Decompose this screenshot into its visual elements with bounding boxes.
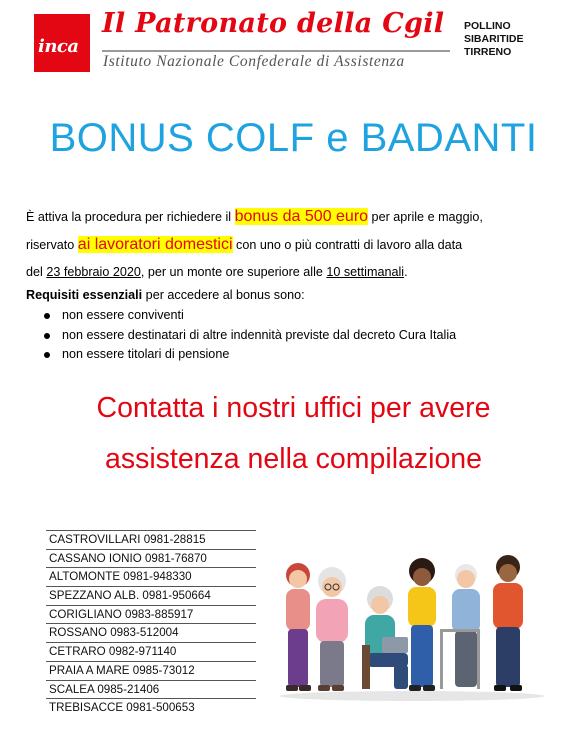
office-row: CASSANO IONIO 0981-76870 — [46, 549, 256, 568]
office-row: SPEZZANO ALB. 0981-950664 — [46, 586, 256, 605]
underlined-date: 23 febbraio 2020 — [46, 265, 141, 279]
text: con uno o più contratti di lavoro alla data — [232, 238, 463, 252]
text: . — [404, 265, 408, 279]
intro-line-2 — [26, 231, 566, 259]
text: riservato — [26, 238, 78, 252]
region-line: POLLINO — [464, 20, 511, 32]
office-row: SCALEA 0985-21406 — [46, 680, 256, 699]
cta-line-1: Contatta i nostri uffici per avere — [96, 392, 491, 424]
caregivers-illustration — [272, 545, 547, 703]
office-row: PRAIA A MARE 0985-73012 — [46, 661, 256, 680]
region-line: SIBARITIDE — [464, 33, 524, 45]
intro-line-3 — [26, 259, 566, 286]
text: per aprile e maggio, — [368, 210, 483, 224]
header-divider — [102, 50, 450, 52]
requirements-bold: Requisiti essenziali — [26, 288, 143, 302]
requirements-list — [26, 306, 456, 365]
org-name: Il Patronato della Cgil — [102, 8, 445, 39]
text: , per un monte ore superiore alle — [140, 265, 327, 279]
caregiver-woman-figure — [286, 563, 311, 691]
seated-elderly-woman-figure — [362, 586, 408, 689]
office-row: TREBISACCE 0981-500653 — [46, 698, 256, 717]
highlight-bonus: bonus da 500 euro — [234, 208, 369, 225]
intro-paragraph — [26, 203, 566, 286]
offices-table — [46, 530, 256, 717]
region-line: TIRRENO — [464, 46, 512, 58]
requirements-lead — [26, 288, 305, 302]
office-row: CETRARO 0982-971140 — [46, 642, 256, 661]
office-row: CORIGLIANO 0983-885917 — [46, 605, 256, 624]
elderly-woman-figure — [316, 567, 348, 691]
inca-logo — [34, 14, 90, 72]
elderly-man-walker-figure — [440, 564, 480, 689]
region-label — [464, 20, 524, 59]
caregiver-yellow-figure — [408, 558, 436, 691]
logo-text: inca — [38, 36, 79, 57]
org-subtitle: Istituto Nazionale Confederale di Assistenza — [103, 53, 405, 70]
list-item: non essere titolari di pensione — [26, 345, 456, 365]
list-item: non essere conviventi — [26, 306, 456, 326]
cta-line-2: assistenza nella compilazione — [104, 443, 483, 475]
text: per accedere al bonus sono: — [142, 288, 305, 302]
list-item: non essere destinatari di altre indennità previste dal decreto Cura Italia — [26, 326, 456, 346]
page-title: BONUS COLF e BADANTI — [49, 116, 538, 160]
office-row: CASTROVILLARI 0981-28815 — [46, 530, 256, 549]
office-row: ROSSANO 0983-512004 — [46, 623, 256, 642]
underlined-hours: 10 settimanali — [326, 265, 405, 279]
text: È attiva la procedura per richiedere il — [26, 210, 235, 224]
office-row: ALTOMONTE 0981-948330 — [46, 567, 256, 586]
highlight-workers: ai lavoratori domestici — [77, 236, 233, 253]
intro-line-1 — [26, 203, 566, 231]
text: del — [26, 265, 47, 279]
caregiver-man-figure — [493, 555, 523, 691]
